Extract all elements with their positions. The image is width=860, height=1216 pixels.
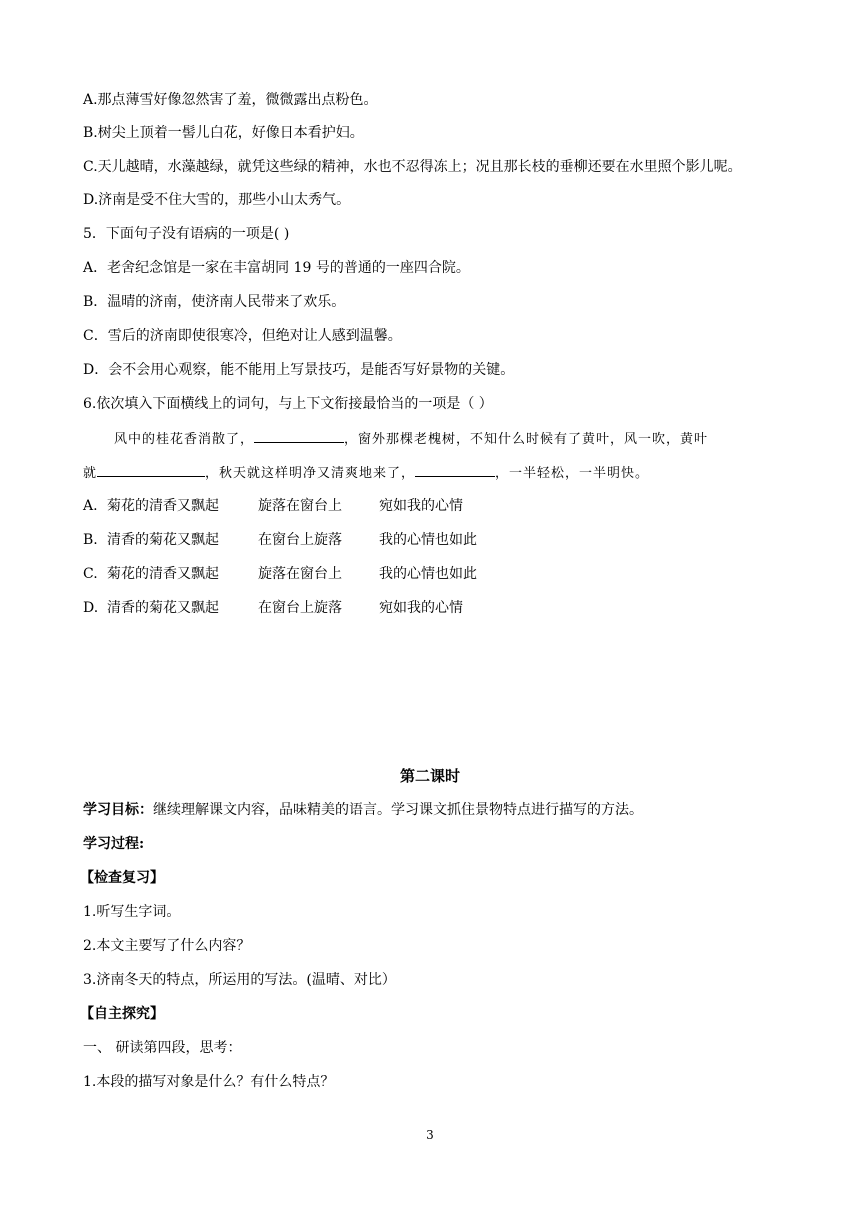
q5-option-b: B．温晴的济南，使济南人民带来了欢乐。	[83, 294, 346, 310]
q4-option-b: B.树尖上顶着一髻儿白花，好像日本看护妇。	[83, 125, 364, 141]
q6-option-c	[83, 564, 477, 584]
explore-question-1: 1.本段的描写对象是什么？有什么特点？	[83, 1074, 335, 1090]
process-label: 学习过程:	[83, 836, 145, 852]
q6-passage-line-2	[83, 462, 649, 484]
q4-option-d: D.济南是受不住大雪的，那些小山太秀气。	[83, 192, 351, 208]
option-col-2: 在窗台上旋落	[258, 532, 342, 548]
option-label: D.	[83, 600, 99, 616]
q5-option-c: C．雪后的济南即使很寒冷，但绝对让人感到温馨。	[83, 328, 402, 344]
q6-passage-text: ，窗外那棵老槐树，不知什么时候有了黄叶，风一吹，黄叶	[344, 432, 709, 447]
goal-text: 继续理解课文内容，品味精美的语言。学习课文抓住景物特点进行描写的方法。	[153, 802, 643, 818]
q4-option-c: C.天儿越晴，水藻越绿，就凭这些绿的精神，水也不忍得冻上；况且那长枝的垂柳还要在水里照个影儿呢。	[83, 159, 742, 175]
review-item-1: 1.听写生字词。	[83, 904, 181, 920]
q5-stem: 5．下面句子没有语病的一项是( )	[83, 226, 290, 242]
option-label: B.	[83, 532, 98, 548]
lesson-title: 第二课时	[399, 767, 460, 785]
explore-subheading: 一、 研读第四段，思考：	[83, 1040, 242, 1056]
option-col-3: 宛如我的心情	[379, 600, 463, 616]
option-col-2: 旋落在窗台上	[258, 566, 342, 582]
fill-blank-1	[254, 428, 344, 443]
option-col-3: 宛如我的心情	[379, 498, 463, 514]
option-col-1: 清香的菊花又飘起	[107, 532, 219, 548]
page-number: 3	[426, 1128, 434, 1142]
q6-passage-text: 就	[83, 466, 98, 481]
option-col-3: 我的心情也如此	[379, 532, 477, 548]
option-col-1: 清香的菊花又飘起	[107, 600, 219, 616]
q6-option-b	[83, 530, 477, 550]
q4-option-a: A.那点薄雪好像忽然害了羞，微微露出点粉色。	[83, 92, 378, 108]
option-col-1: 菊花的清香又飘起	[107, 498, 219, 514]
option-col-2: 旋落在窗台上	[258, 498, 342, 514]
q6-passage-text: 风中的桂花香消散了，	[114, 432, 255, 447]
review-item-2: 2.本文主要写了什么内容？	[83, 938, 251, 954]
option-label: A.	[83, 498, 98, 514]
q6-passage-line-1	[114, 428, 708, 450]
q5-option-d: D．会不会用心观察，能不能用上写景技巧，是能否写好景物的关键。	[83, 362, 515, 378]
fill-blank-2	[97, 462, 205, 477]
review-heading: 【检查复习】	[80, 870, 164, 886]
q6-option-a	[83, 496, 463, 516]
goal-label: 学习目标：	[83, 802, 153, 818]
q6-option-d	[83, 598, 463, 618]
explore-heading: 【自主探究】	[80, 1006, 164, 1022]
q5-option-a: A．老舍纪念馆是一家在丰富胡同 19 号的普通的一座四合院。	[83, 260, 470, 276]
q6-passage-text: ，秋天就这样明净又清爽地来了，	[205, 466, 416, 481]
option-label: C.	[83, 566, 98, 582]
review-item-3: 3.济南冬天的特点，所运用的写法。(温晴、对比）	[83, 972, 396, 988]
fill-blank-3	[415, 462, 495, 477]
option-col-2: 在窗台上旋落	[258, 600, 342, 616]
q6-stem: 6.依次填入下面横线上的词句，与上下文衔接最恰当的一项是（ ）	[83, 396, 493, 412]
learning-goal	[83, 800, 643, 820]
option-col-3: 我的心情也如此	[379, 566, 477, 582]
option-col-1: 菊花的清香又飘起	[107, 566, 219, 582]
q6-passage-text: ，一半轻松，一半明快。	[495, 466, 650, 481]
